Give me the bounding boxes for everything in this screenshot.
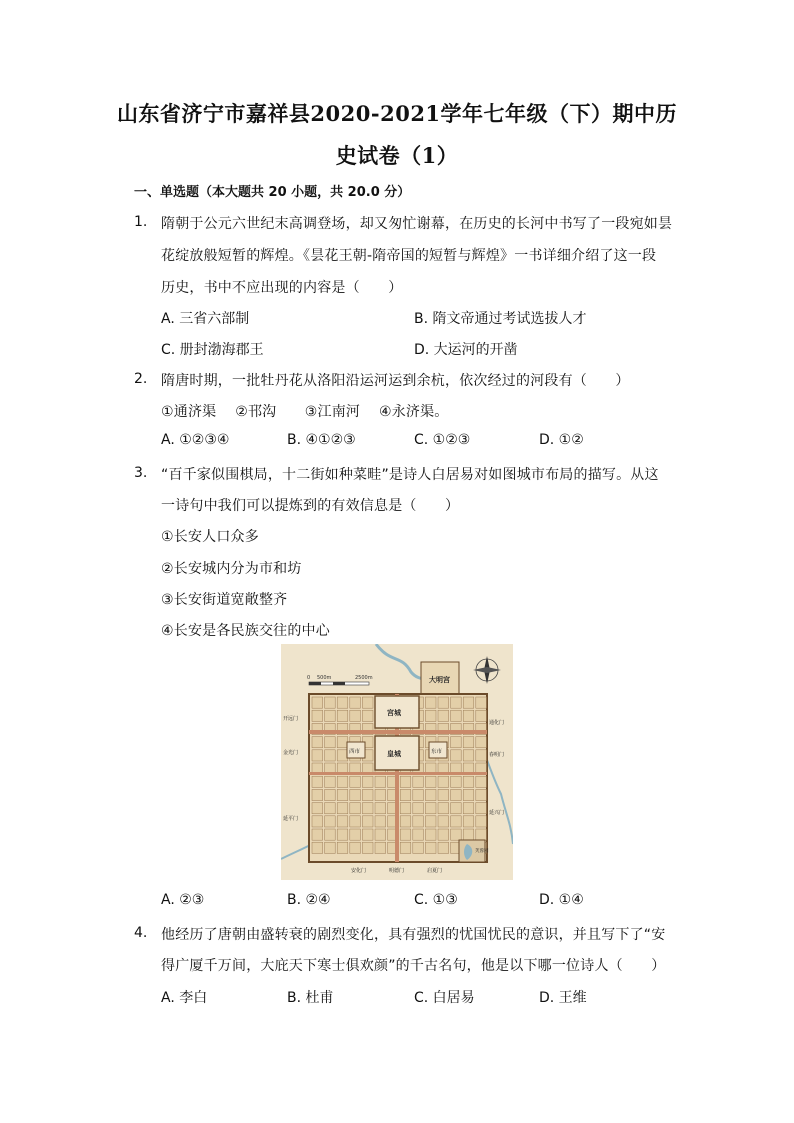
gate-label-jinguang: 金光门: [283, 750, 299, 756]
gate-label-qixia: 启夏门: [427, 868, 443, 874]
ward-block: [337, 776, 348, 787]
ward-block: [337, 697, 348, 708]
ward-block: [400, 776, 411, 787]
ward-block: [325, 737, 336, 748]
dongshi-label: 东市: [431, 749, 443, 755]
ward-block: [451, 776, 462, 787]
daminggong-label: 大明宫: [429, 676, 450, 684]
ward-block: [451, 803, 462, 814]
ward-block: [350, 710, 361, 721]
gate-label-yanxing: 延兴门: [489, 810, 505, 816]
ward-block: [362, 710, 373, 721]
ward-block: [400, 789, 411, 800]
ward-block: [337, 710, 348, 721]
ward-block: [413, 816, 424, 827]
question-3-line-1: “百千家似围棋局，十二街如种菜畦”是诗人白居易对如图城市布局的描写。从这: [161, 467, 659, 483]
ward-block: [451, 737, 462, 748]
ward-block: [425, 829, 436, 840]
ward-block: [325, 697, 336, 708]
question-3-option-c[interactable]: C. ①③: [414, 892, 458, 908]
question-1-line-2: 花绽放般短暂的辉煌。《昙花王朝-隋帝国的短暂与辉煌》一书详细介绍了这一段: [161, 248, 657, 264]
ward-block: [438, 697, 449, 708]
ward-block: [375, 789, 386, 800]
ward-block: [325, 803, 336, 814]
question-4-line-1: 他经历了唐朝由盛转衰的剧烈变化，具有强烈的忧国忧民的意识，并且写下了“安: [161, 927, 666, 943]
ward-block: [476, 816, 487, 827]
gate-label-chunming: 春明门: [489, 752, 505, 758]
ward-block: [375, 803, 386, 814]
question-3-line-2: 一诗句中我们可以提炼到的有效信息是（ ）: [161, 498, 460, 514]
ward-block: [325, 750, 336, 761]
ward-block: [325, 710, 336, 721]
ward-block: [451, 829, 462, 840]
ward-block: [312, 697, 323, 708]
ward-block: [400, 842, 411, 853]
ward-block: [425, 776, 436, 787]
ward-block: [337, 750, 348, 761]
ward-block: [425, 842, 436, 853]
ward-block: [425, 697, 436, 708]
question-4-option-b[interactable]: B. 杜甫: [287, 990, 334, 1006]
ward-block: [413, 842, 424, 853]
ward-block: [350, 829, 361, 840]
ward-block: [362, 776, 373, 787]
ward-block: [350, 816, 361, 827]
ward-block: [375, 829, 386, 840]
question-1-line-1: 隋朝于公元六世纪末高调登场，却又匆忙谢幕，在历史的长河中书写了一段宛如昙: [161, 216, 673, 232]
ward-block: [425, 816, 436, 827]
question-2-option-b[interactable]: B. ④①②③: [287, 432, 356, 448]
question-3-statement-4: ④长安是各民族交往的中心: [161, 623, 330, 639]
ward-block: [438, 829, 449, 840]
ward-block: [476, 803, 487, 814]
ward-block: [375, 776, 386, 787]
gate-label-tonghua: 通化门: [489, 720, 505, 726]
question-3-option-a[interactable]: A. ②③: [161, 892, 205, 908]
ward-block: [337, 789, 348, 800]
ward-block: [413, 829, 424, 840]
ward-block: [463, 776, 474, 787]
question-2-line-2: ①通济渠 ②邗沟 ③江南河 ④永济渠。: [161, 404, 449, 420]
ward-block: [337, 842, 348, 853]
ward-block: [463, 803, 474, 814]
gate-label-mingde: 明德门: [389, 868, 405, 874]
ward-block: [350, 842, 361, 853]
question-3-statement-1: ①长安人口众多: [161, 529, 259, 545]
question-4-line-2: 得广厦千万间，大庇天下寒士俱欢颜”的千古名句，他是以下哪一位诗人（ ）: [161, 958, 666, 974]
ward-block: [425, 710, 436, 721]
question-4-option-c[interactable]: C. 白居易: [414, 990, 475, 1006]
ward-block: [451, 816, 462, 827]
question-1-option-b[interactable]: B. 隋文帝通过考试选拔人才: [414, 311, 587, 327]
gate-label-yanping: 延平门: [283, 816, 299, 822]
ward-block: [312, 842, 323, 853]
ward-block: [350, 803, 361, 814]
ward-block: [451, 710, 462, 721]
ward-block: [463, 750, 474, 761]
ward-block: [413, 789, 424, 800]
ward-block: [438, 816, 449, 827]
ward-block: [451, 750, 462, 761]
question-2-option-d[interactable]: D. ①②: [539, 432, 584, 448]
ward-block: [476, 789, 487, 800]
page-title-line-2: 史试卷（1）: [335, 143, 459, 168]
question-1-option-d[interactable]: D. 大运河的开凿: [414, 342, 518, 358]
ward-block: [413, 776, 424, 787]
ward-block: [312, 829, 323, 840]
ward-block: [337, 803, 348, 814]
ward-block: [312, 737, 323, 748]
gate-label-kaiyuan: 开远门: [283, 716, 299, 722]
ward-block: [350, 776, 361, 787]
gate-label-anhua: 安化门: [351, 868, 367, 874]
ward-block: [375, 842, 386, 853]
ward-block: [362, 816, 373, 827]
scale-label-2500: 2500m: [355, 675, 373, 681]
ward-block: [425, 803, 436, 814]
ward-block: [476, 737, 487, 748]
ward-block: [350, 697, 361, 708]
question-3-option-d[interactable]: D. ①④: [539, 892, 584, 908]
question-4-number: 4.: [134, 925, 148, 941]
ward-block: [312, 816, 323, 827]
ward-block: [325, 789, 336, 800]
question-1-option-c[interactable]: C. 册封渤海郡王: [161, 342, 264, 358]
page-title-line-1: 山东省济宁市嘉祥县2020-2021学年七年级（下）期中历: [116, 101, 678, 126]
ward-block: [362, 697, 373, 708]
changan-city-map: [281, 644, 513, 880]
furong-label: 芙蓉园: [475, 849, 489, 854]
ward-block: [476, 829, 487, 840]
ward-block: [425, 789, 436, 800]
ward-block: [337, 737, 348, 748]
question-4-option-a[interactable]: A. 李白: [161, 990, 208, 1006]
ward-block: [325, 842, 336, 853]
ward-block: [463, 829, 474, 840]
question-3-option-b[interactable]: B. ②④: [287, 892, 331, 908]
ward-block: [312, 776, 323, 787]
ward-block: [325, 816, 336, 827]
question-1-line-3: 历史，书中不应出现的内容是（ ）: [161, 280, 403, 296]
ward-block: [476, 776, 487, 787]
ward-block: [476, 710, 487, 721]
huangcheng-label: 皇城: [387, 750, 401, 758]
ward-block: [400, 803, 411, 814]
question-2-line-1: 隋唐时期，一批牡丹花从洛阳沿运河运到余杭，依次经过的河段有（ ）: [161, 373, 630, 389]
ward-block: [312, 710, 323, 721]
ward-block: [438, 842, 449, 853]
ward-block: [325, 776, 336, 787]
xishi-label: 西市: [349, 749, 361, 755]
scale-label-0: 0: [307, 675, 311, 681]
ward-block: [476, 750, 487, 761]
question-2-option-a[interactable]: A. ①②③④: [161, 432, 230, 448]
ward-block: [400, 816, 411, 827]
ward-block: [312, 789, 323, 800]
ward-block: [451, 789, 462, 800]
scale-label-500: 500m: [317, 675, 332, 681]
ward-block: [362, 803, 373, 814]
question-3-statement-2: ②长安城内分为市和坊: [161, 561, 302, 577]
ward-block: [337, 816, 348, 827]
ward-block: [337, 829, 348, 840]
question-1-number: 1.: [134, 214, 148, 230]
question-3-number: 3.: [134, 465, 148, 481]
ward-block: [325, 829, 336, 840]
ward-block: [413, 803, 424, 814]
ward-block: [451, 697, 462, 708]
ward-block: [463, 710, 474, 721]
ward-block: [438, 776, 449, 787]
ward-block: [312, 803, 323, 814]
ward-block: [362, 789, 373, 800]
question-3-statement-3: ③长安街道宽敞整齐: [161, 592, 288, 608]
ward-block: [362, 829, 373, 840]
ward-block: [463, 737, 474, 748]
ward-block: [438, 803, 449, 814]
ward-block: [400, 829, 411, 840]
ward-block: [463, 816, 474, 827]
ward-block: [438, 710, 449, 721]
question-4-option-d[interactable]: D. 王维: [539, 990, 587, 1006]
ward-block: [463, 697, 474, 708]
ward-block: [438, 789, 449, 800]
question-2-option-c[interactable]: C. ①②③: [414, 432, 471, 448]
gongcheng-label: 宫城: [387, 709, 401, 717]
question-1-option-a[interactable]: A. 三省六部制: [161, 311, 250, 327]
ward-block: [350, 789, 361, 800]
section-heading: 一、单选题（本大题共 20 小题，共 20.0 分）: [134, 185, 411, 200]
ward-block: [463, 789, 474, 800]
ward-block: [312, 750, 323, 761]
ward-block: [476, 697, 487, 708]
ward-block: [362, 842, 373, 853]
ward-block: [375, 816, 386, 827]
question-2-number: 2.: [134, 371, 148, 387]
